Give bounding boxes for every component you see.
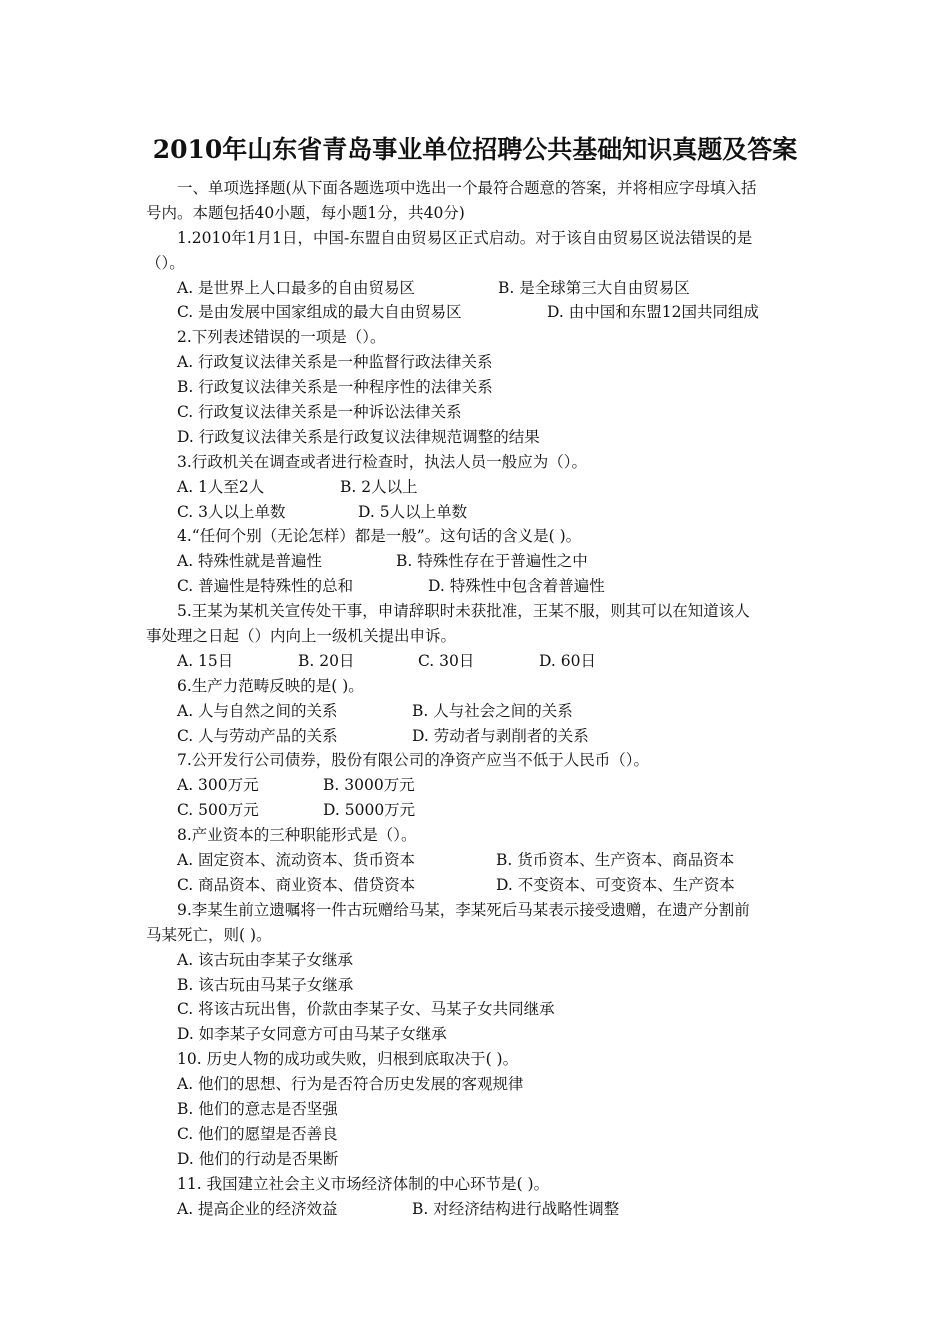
question-1-option-a: A. 是世界上人口最多的自由贸易区 <box>177 278 416 297</box>
question-5-option-b: B. 20日 <box>298 651 355 670</box>
question-9-stem-line-2: 马某死亡，则( )。 <box>146 925 272 944</box>
question-5-stem-line-2: 事处理之日起（）内向上一级机关提出申诉。 <box>146 627 457 646</box>
question-4-options-row-1 <box>146 549 806 574</box>
question-2-option-a: A. 行政复议法律关系是一种监督行政法律关系 <box>177 353 493 372</box>
question-4-stem: 4.“任何个别（无论怎样）都是一般”。这句话的含义是( )。 <box>177 527 582 546</box>
question-7-options-row-2 <box>146 798 806 823</box>
question-3-options-row-1 <box>146 475 806 500</box>
question-10-stem: 10. 历史人物的成功或失败，归根到底取决于( )。 <box>177 1050 519 1069</box>
section-intro-line-1: 一、单项选择题(从下面各题选项中选出一个最符合题意的答案，并将相应字母填入括 <box>177 179 757 197</box>
question-4-option-d: D. 特殊性中包含着普遍性 <box>428 577 605 596</box>
question-9-option-d: D. 如李某子女同意方可由马某子女继承 <box>177 1025 447 1044</box>
question-9-option-b: B. 该古玩由马某子女继承 <box>177 975 354 994</box>
question-11-options-row-1 <box>146 1197 806 1222</box>
question-11-option-b: B. 对经济结构进行战略性调整 <box>412 1199 620 1218</box>
question-3-option-b: B. 2人以上 <box>340 477 418 496</box>
question-4-option-c: C. 普遍性是特殊性的总和 <box>177 577 354 596</box>
question-2-option-d: D. 行政复议法律关系是行政复议法律规范调整的结果 <box>177 427 540 446</box>
question-10-option-b: B. 他们的意志是否坚强 <box>177 1099 338 1118</box>
section-intro-line-2: 号内。本题包括40小题，每小题1分，共40分) <box>146 203 465 222</box>
question-6-stem: 6.生产力范畴反映的是( )。 <box>177 676 364 695</box>
question-6-option-d: D. 劳动者与剥削者的关系 <box>412 726 589 745</box>
question-8-option-b: B. 货币资本、生产资本、商品资本 <box>496 851 735 870</box>
question-9-option-c: C. 将该古玩出售，价款由李某子女、马某子女共同继承 <box>177 1000 555 1019</box>
question-10-option-d: D. 他们的行动是否果断 <box>177 1149 339 1168</box>
question-4-options-row-2 <box>146 574 806 599</box>
question-5-option-d: D. 60日 <box>539 651 596 670</box>
question-1-option-d: D. 由中国和东盟12国共同组成 <box>547 303 759 322</box>
question-1-stem-line-2: （）。 <box>146 253 185 272</box>
question-1-options-row-2 <box>146 300 806 325</box>
question-8-option-d: D. 不变资本、可变资本、生产资本 <box>496 875 735 894</box>
question-2-stem: 2.下列表述错误的一项是（）。 <box>177 328 386 347</box>
question-2-option-b: B. 行政复议法律关系是一种程序性的法律关系 <box>177 378 493 397</box>
question-5-stem-line-1: 5.王某为某机关宣传处干事，申请辞职时未获批准，王某不服，则其可以在知道该人 <box>177 602 750 621</box>
question-4-option-a: A. 特殊性就是普遍性 <box>177 552 323 571</box>
question-7-option-d: D. 5000万元 <box>323 801 416 820</box>
question-3-stem: 3.行政机关在调查或者进行检查时，执法人员一般应为（）。 <box>177 452 588 471</box>
question-1-stem-line-1: 1.2010年1月1日，中国-东盟自由贸易区正式启动。对于该自由贸易区说法错误的是 <box>177 228 753 247</box>
question-9-option-a: A. 该古玩由李某子女继承 <box>177 950 354 969</box>
question-8-options-row-2 <box>146 873 806 898</box>
question-6-option-c: C. 人与劳动产品的关系 <box>177 726 338 745</box>
question-8-options-row-1 <box>146 848 806 873</box>
question-9-stem-line-1: 9.李某生前立遗嘱将一件古玩赠给马某，李某死后马某表示接受遗赠，在遗产分割前 <box>177 900 750 919</box>
question-5-options-row <box>146 649 806 674</box>
question-6-options-row-2 <box>146 724 806 749</box>
question-6-options-row-1 <box>146 699 806 724</box>
question-8-option-c: C. 商品资本、商业资本、借贷资本 <box>177 875 416 894</box>
question-7-options-row-1 <box>146 773 806 798</box>
question-5-option-c: C. 30日 <box>418 651 475 670</box>
question-6-option-a: A. 人与自然之间的关系 <box>177 701 338 720</box>
question-3-option-a: A. 1人至2人 <box>177 477 265 496</box>
question-10-option-c: C. 他们的愿望是否善良 <box>177 1124 338 1143</box>
question-1-option-c: C. 是由发展中国家组成的最大自由贸易区 <box>177 303 462 322</box>
question-8-option-a: A. 固定资本、流动资本、货币资本 <box>177 851 416 870</box>
question-4-option-b: B. 特殊性存在于普遍性之中 <box>396 552 588 571</box>
question-11-stem: 11. 我国建立社会主义市场经济体制的中心环节是( )。 <box>177 1174 550 1193</box>
question-7-option-c: C. 500万元 <box>177 801 259 820</box>
question-1-options-row-1 <box>146 276 806 301</box>
question-3-options-row-2 <box>146 500 806 525</box>
question-1-option-b: B. 是全球第三大自由贸易区 <box>498 278 690 297</box>
question-3-option-d: D. 5人以上单数 <box>358 502 468 521</box>
question-6-option-b: B. 人与社会之间的关系 <box>412 701 573 720</box>
document-title: 2010年山东省青岛事业单位招聘公共基础知识真题及答案 <box>152 135 798 164</box>
document-body <box>146 176 806 1221</box>
question-7-option-b: B. 3000万元 <box>323 776 415 795</box>
question-7-stem: 7.公开发行公司债券，股份有限公司的净资产应当不低于人民币（）。 <box>177 751 650 770</box>
question-10-option-a: A. 他们的思想、行为是否符合历史发展的客观规律 <box>177 1075 524 1094</box>
question-5-option-a: A. 15日 <box>177 651 234 670</box>
question-11-option-a: A. 提高企业的经济效益 <box>177 1199 338 1218</box>
question-3-option-c: C. 3人以上单数 <box>177 502 286 521</box>
question-2-option-c: C. 行政复议法律关系是一种诉讼法律关系 <box>177 403 462 422</box>
question-7-option-a: A. 300万元 <box>177 776 259 795</box>
question-8-stem: 8.产业资本的三种职能形式是（）。 <box>177 826 417 845</box>
